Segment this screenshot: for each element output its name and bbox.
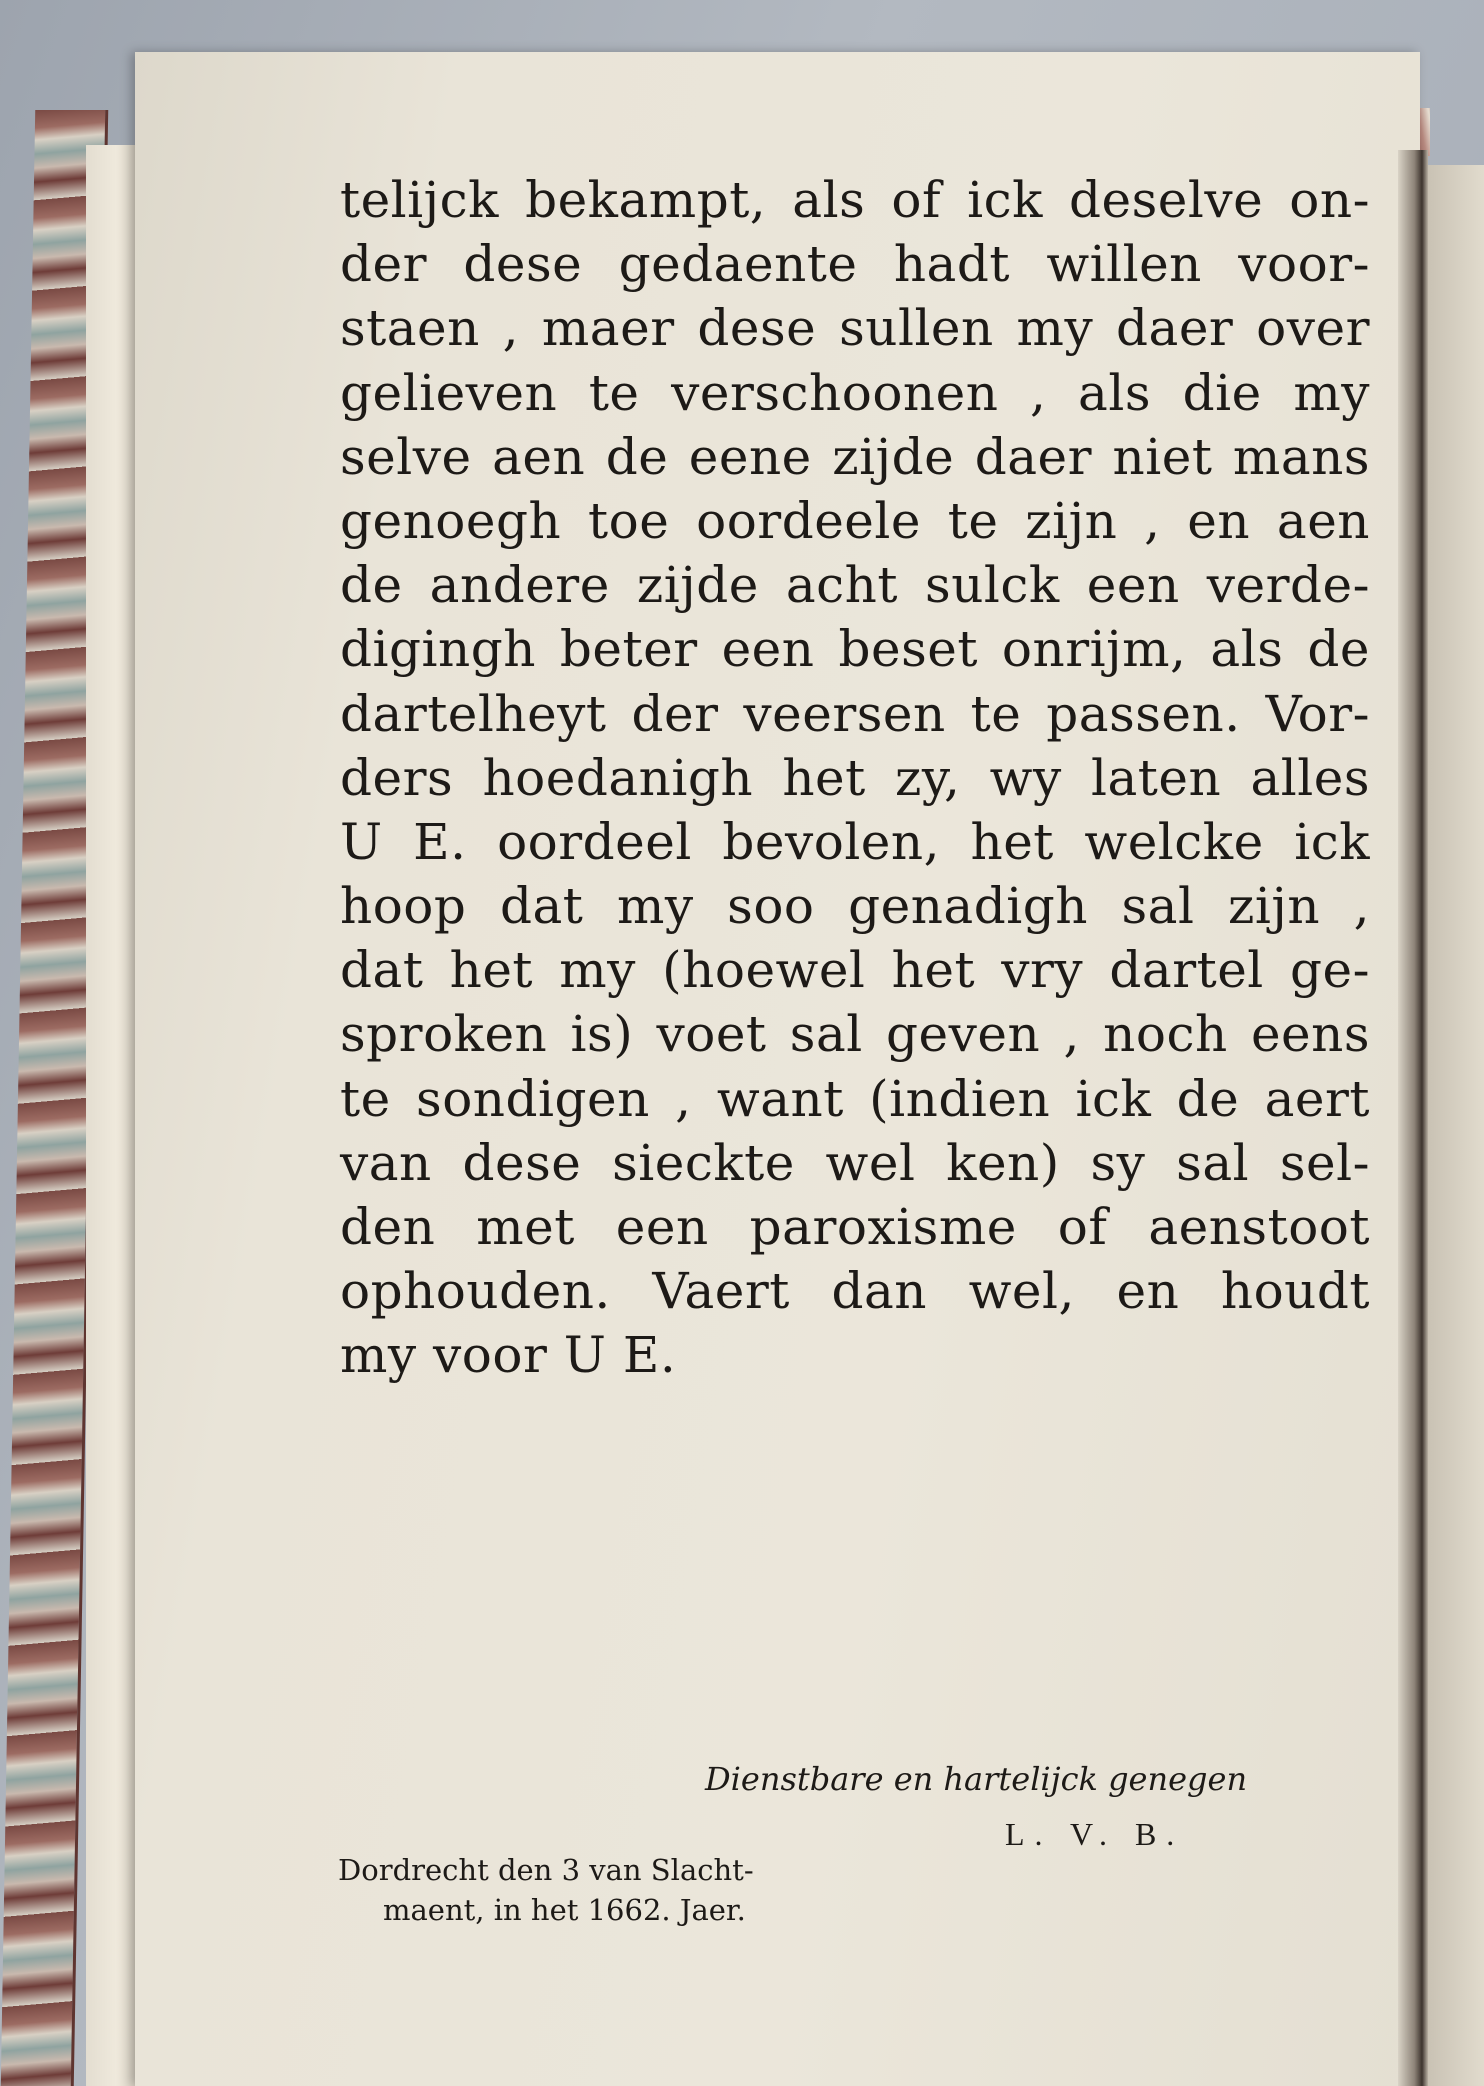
text-line: gelieven te verschoonen , als die my (340, 363, 1370, 422)
text-line: dartelheyt der veersen te passen. Vor- (340, 684, 1370, 743)
place-and-date (338, 1850, 754, 1930)
text-line: ophouden. Vaert dan wel, en houdt (340, 1262, 1370, 1321)
author-initials: L. V. B. (1005, 1816, 1185, 1852)
text-line: my voor U E. (340, 1326, 677, 1385)
book-gutter (1398, 150, 1428, 2086)
text-line: der dese gedaente hadt willen voor- (340, 235, 1370, 294)
text-line: van dese sieckte wel ken) sy sal sel- (340, 1133, 1370, 1192)
place-date-line: Dordrecht den 3 van Slacht- (338, 1853, 754, 1887)
text-line: hoop dat my soo genadigh sal zijn , (340, 877, 1370, 936)
body-text (340, 168, 1380, 1388)
text-line: telijck bekampt, als of ick deselve on- (340, 171, 1370, 229)
text-line: ders hoedanigh het zy, wy laten alles (340, 748, 1370, 807)
place-date-line: maent, in het 1662. Jaer. (383, 1893, 746, 1927)
text-line: selve aen de eene zijde daer niet mans (340, 427, 1370, 486)
text-line: digingh beter een beset onrijm, als de (340, 620, 1370, 679)
page-stack-edge (86, 145, 136, 2086)
text-line: dat het my (hoewel het vry dartel ge- (340, 941, 1370, 1000)
text-line: U E. oordeel bevolen, het welcke ick (340, 812, 1370, 871)
text-line: staen , maer dese sullen my daer over (340, 299, 1370, 358)
text-line: de andere zijde acht sulck een verde- (340, 556, 1370, 615)
text-line: genoegh toe oordeele te zijn , en aen (340, 491, 1370, 550)
text-line: den met een paroxisme of aenstoot (340, 1198, 1370, 1256)
text-line: te sondigen , want (indien ick de aert (340, 1069, 1370, 1128)
text-line: sproken is) voet sal geven , noch eens (340, 1005, 1370, 1064)
signature-line: Dienstbare en hartelijck genegen (705, 1760, 1248, 1798)
facing-page-edge (1428, 165, 1484, 2086)
